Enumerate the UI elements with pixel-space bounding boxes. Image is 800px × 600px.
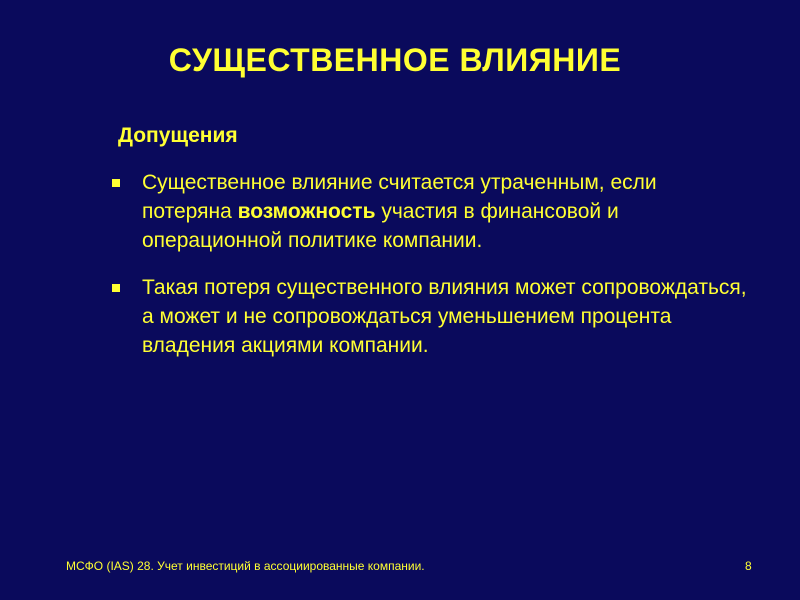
- page-number: 8: [745, 559, 752, 573]
- bullet-text-part: Такая потеря существенного влияния может сопровождаться, а может и не сопровождаться уменьшением процента владения акциями компании.: [142, 276, 747, 357]
- bullet-list: [108, 168, 748, 378]
- bullet-item: [108, 168, 748, 255]
- slide-footer: МСФО (IAS) 28. Учет инвестиций в ассоциированные компании.: [66, 559, 425, 573]
- square-bullet-icon: [112, 284, 120, 292]
- slide-subheading: Допущения: [118, 124, 238, 147]
- bullet-text-part: Существенное влияние считается утраченным, если потеряна: [142, 171, 657, 223]
- square-bullet-icon: [112, 179, 120, 187]
- bullet-item: [108, 273, 748, 360]
- slide-title: СУЩЕСТВЕННОЕ ВЛИЯНИЕ: [168, 42, 622, 78]
- bullet-text: [142, 276, 747, 357]
- bullet-text-part: участия в финансовой и операционной политике компании.: [142, 200, 619, 252]
- bullet-emphasis: возможность: [237, 200, 376, 223]
- bullet-text: [142, 171, 657, 252]
